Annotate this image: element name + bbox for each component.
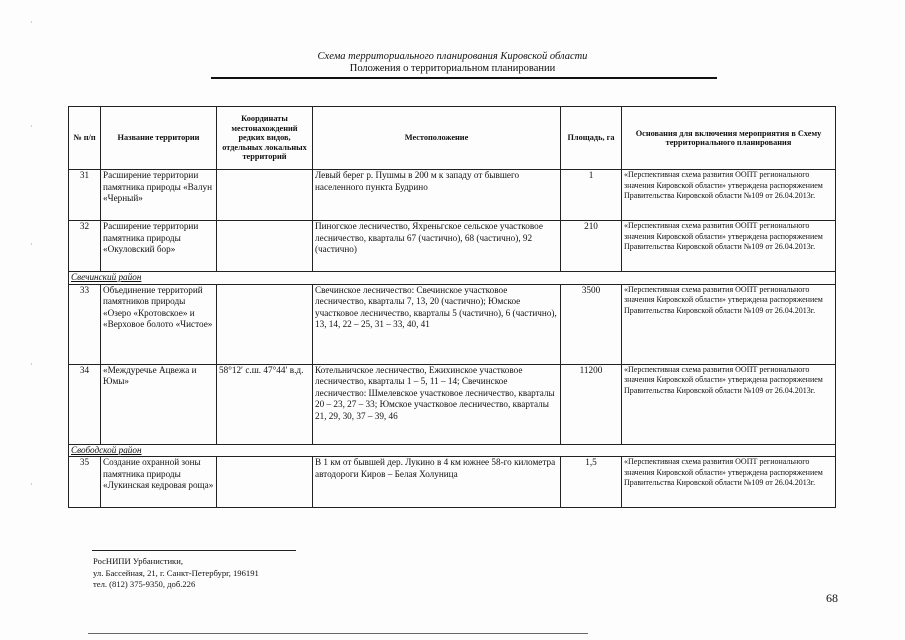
row-num: 35 (69, 457, 101, 508)
table-row (69, 364, 836, 444)
row-num: 33 (69, 284, 101, 364)
footer-org: РосНИПИ Урбанистики, (93, 556, 183, 566)
table-row (69, 457, 836, 508)
table-row (69, 221, 836, 272)
row-coords (217, 221, 313, 272)
footer-rule (92, 550, 296, 551)
row-name: Объединение территорий памятников природы «Озеро «Кротовское» и «Верховое болото «Чистое» (101, 284, 217, 364)
document-title: Схема территориального планирования Кировской области (317, 51, 588, 62)
row-location: Левый берег р. Пушмы в 200 м к западу от бывшего населенного пункта Будрино (313, 170, 561, 221)
row-basis: «Перспективная схема развития ООПТ регионального значения Кировской области» утверждена распоряжением Правительства Кировской области №109 от 26.04.2013г. (622, 457, 836, 508)
section-row (69, 444, 836, 457)
planning-table (68, 106, 836, 508)
row-area: 1,5 (561, 457, 622, 508)
table-row (69, 170, 836, 221)
row-name: «Междуречье Ацвежа и Юмы» (101, 364, 217, 444)
header-rule (211, 77, 717, 79)
scan-mark: · (30, 360, 33, 369)
row-num: 31 (69, 170, 101, 221)
row-coords (217, 284, 313, 364)
row-basis: «Перспективная схема развития ООПТ регионального значения Кировской области» утверждена распоряжением Правительства Кировской области №109 от 26.04.2013г. (622, 284, 836, 364)
bottom-rule (88, 633, 588, 634)
scan-mark: · (30, 240, 33, 249)
section-label: Свечинский район (69, 272, 836, 285)
col-header-location: Местоположение (313, 107, 561, 170)
row-area: 11200 (561, 364, 622, 444)
row-location: Свечинское лесничество: Свечинское участковое лесничество, кварталы 7, 13, 20 (частично); Юмское участковое лесничество, кварталы 5 (частично), 6 (частично), 13, 14, 22 – 25, 31 – 33, 40, 41 (313, 284, 561, 364)
row-location: Пиногское лесничество, Яхреньгское сельское участковое лесничество, кварталы 67 (частично), 68 (частично), 92 (частично) (313, 221, 561, 272)
row-location: Котельничское лесничество, Ежихинское участковое лесничество, кварталы 1 – 5, 11 – 14; Свечинское лесничество: Шмелевское участковое лесничество, кварталы 20 – 23, 27 – 33; Юмское участковое лесничество, кварталы 21, 29, 30, 37 – 39, 46 (313, 364, 561, 444)
table-row (69, 284, 836, 364)
row-name: Создание охранной зоны памятника природы «Лукинская кедровая роща» (101, 457, 217, 508)
row-coords: 58°12′ с.ш. 47°44′ в.д. (217, 364, 313, 444)
row-area: 3500 (561, 284, 622, 364)
table-header-row (69, 107, 836, 170)
row-coords (217, 457, 313, 508)
row-name: Расширение территории памятника природы «Окуловский бор» (101, 221, 217, 272)
row-num: 32 (69, 221, 101, 272)
col-header-area: Площадь, га (561, 107, 622, 170)
document-subtitle: Положения о территориальном планировании (349, 63, 556, 74)
footer-phone: тел. (812) 375-9350, доб.226 (93, 579, 196, 589)
scan-mark: · (30, 18, 33, 27)
row-num: 34 (69, 364, 101, 444)
row-name: Расширение территории памятника природы «Валун «Черный» (101, 170, 217, 221)
row-basis: «Перспективная схема развития ООПТ регионального значения Кировской области» утверждена распоряжением Правительства Кировской области №109 от 26.04.2013г. (622, 364, 836, 444)
scan-mark: · (30, 480, 33, 489)
row-area: 1 (561, 170, 622, 221)
section-label: Свободской район (69, 444, 836, 457)
col-header-name: Название территории (101, 107, 217, 170)
row-location: В 1 км от бывшей дер. Лукино в 4 км южнее 58-го километра автодороги Киров – Белая Холуница (313, 457, 561, 508)
row-coords (217, 170, 313, 221)
row-area: 210 (561, 221, 622, 272)
scan-mark: · (30, 122, 33, 131)
section-row (69, 272, 836, 285)
page-number: 68 (826, 591, 838, 605)
col-header-num: № п/п (69, 107, 101, 170)
footer-address: ул. Бассейная, 21, г. Санкт-Петербург, 196191 (93, 568, 259, 578)
row-basis: «Перспективная схема развития ООПТ регионального значения Кировской области» утверждена распоряжением Правительства Кировской области №109 от 26.04.2013г. (622, 170, 836, 221)
col-header-basis: Основания для включения мероприятия в Схему территориального планирования (622, 107, 836, 170)
row-basis: «Перспективная схема развития ООПТ регионального значения Кировской области» утверждена распоряжением Правительства Кировской области №109 от 26.04.2013г. (622, 221, 836, 272)
col-header-coords: Координаты местонахождений редких видов, отдельных локальных территорий (217, 107, 313, 170)
